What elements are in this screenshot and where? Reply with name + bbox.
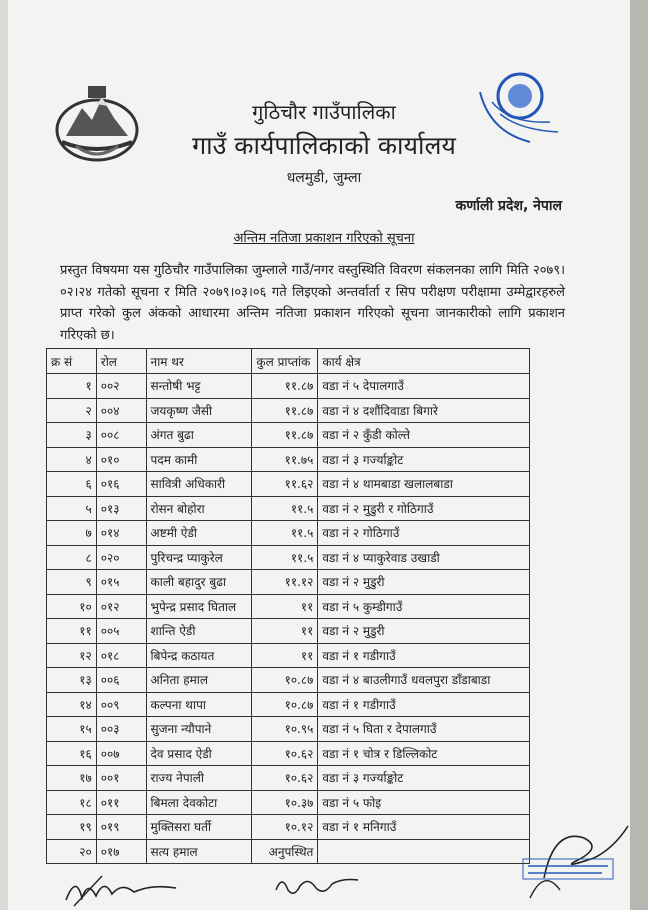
office-title: गाउँ कार्यपालिकाको कार्यालय [192, 131, 456, 160]
roll-cell: ००३ [96, 717, 146, 742]
score-cell: ११ [252, 594, 318, 619]
table-row [47, 472, 530, 497]
work-area-cell: वडा नं २ मुडुरी र गोठिगाउँ [318, 496, 530, 521]
work-area-cell: वडा नं १ गडीगाउँ [318, 692, 530, 717]
table-row [47, 643, 530, 668]
work-area-cell: वडा नं २ कुँडी कोल्ते [318, 423, 530, 448]
serial-cell: १५ [47, 717, 97, 742]
province: कर्णाली प्रदेश, नेपाल [455, 198, 562, 214]
roll-cell: ०२० [96, 545, 146, 570]
serial-cell: १ [47, 374, 97, 399]
table-row [47, 447, 530, 472]
serial-cell: १० [47, 594, 97, 619]
score-cell: ११.८७ [252, 374, 318, 399]
name-cell: सन्तोषी भट्ट [146, 374, 252, 399]
table-row [47, 594, 530, 619]
score-cell: ११.५ [252, 545, 318, 570]
roll-cell: ००२ [96, 374, 146, 399]
work-area-cell: वडा नं २ गोठिगाउँ [318, 521, 530, 546]
serial-cell: ३ [47, 423, 97, 448]
name-cell: कल्पना थापा [146, 692, 252, 717]
serial-cell: ४ [47, 447, 97, 472]
name-cell: सत्य हमाल [146, 839, 252, 864]
name-cell: राज्य नेपाली [146, 766, 252, 791]
work-area-cell: वडा नं ४ प्याकुरेवाड उखाडी [318, 545, 530, 570]
roll-cell: ०११ [96, 790, 146, 815]
table-header-row [47, 349, 530, 374]
roll-cell: ०१४ [96, 521, 146, 546]
name-cell: मुक्तिसरा घर्ती [146, 815, 252, 840]
work-area-cell: वडा नं १ मनिगाउँ [318, 815, 530, 840]
score-cell: १०.८७ [252, 692, 318, 717]
table-row [47, 717, 530, 742]
table-row [47, 545, 530, 570]
signature-left-icon [62, 870, 182, 910]
serial-cell: ५ [47, 496, 97, 521]
roll-cell: ००९ [96, 692, 146, 717]
table-row [47, 766, 530, 791]
work-area-cell: वडा नं ४ बाउलीगाउँ धवलपुरा डाँडाबाडा [318, 668, 530, 693]
work-area-cell: वडा नं २ मुडुरी [318, 570, 530, 595]
name-cell: शान्ति ऐडी [146, 619, 252, 644]
name-cell: पदम कामी [146, 447, 252, 472]
work-area-cell: वडा नं ४ दशौंदिवाडा बिगारे [318, 398, 530, 423]
name-cell: रोसन बोहोरा [146, 496, 252, 521]
work-area-cell: वडा नं १ चोत्र र डिल्लिकोट [318, 741, 530, 766]
serial-cell: ८ [47, 545, 97, 570]
serial-cell: ९ [47, 570, 97, 595]
header-name: नाम थर [146, 349, 252, 374]
roll-cell: ०१२ [96, 594, 146, 619]
work-area-cell: वडा नं ३ गर्ज्याङ्कोट [318, 447, 530, 472]
header-score: कुल प्राप्तांक [252, 349, 318, 374]
roll-cell: ०१९ [96, 815, 146, 840]
roll-cell: ०१८ [96, 643, 146, 668]
serial-cell: १८ [47, 790, 97, 815]
roll-cell: ०१७ [96, 839, 146, 864]
roll-cell: ००६ [96, 668, 146, 693]
name-cell: पुरिचन्द्र प्याकुरेल [146, 545, 252, 570]
name-cell: बिमला देवकोटा [146, 790, 252, 815]
table-row [47, 423, 530, 448]
score-cell: ११.५ [252, 496, 318, 521]
work-area-cell: वडा नं ५ कुम्डीगाउँ [318, 594, 530, 619]
score-cell: ११.१२ [252, 570, 318, 595]
serial-cell: १९ [47, 815, 97, 840]
table-row [47, 398, 530, 423]
serial-cell: १३ [47, 668, 97, 693]
roll-cell: ००७ [96, 741, 146, 766]
score-cell: १०.६२ [252, 741, 318, 766]
roll-cell: ०१० [96, 447, 146, 472]
serial-cell: १४ [47, 692, 97, 717]
work-area-cell: वडा नं ५ देपालगाउँ [318, 374, 530, 399]
header-serial: क्र सं [47, 349, 97, 374]
score-cell: १०.९५ [252, 717, 318, 742]
work-area-cell: वडा नं ३ गर्ज्याङ्कोट [318, 766, 530, 791]
score-cell: अनुपस्थित [252, 839, 318, 864]
notice-body: प्रस्तुत विषयमा यस गुठिचौर गाउँपालिका जुम्लाले गाउँ/नगर वस्तुस्थिति विवरण संकलनका लागि मिति २०७९।०२।२४ गतेको सूचना र मिति २०७९।०३।०६ गते लिइएको अन्तर्वार्ता र सिप परीक्षण परीक्षामा उम्मेद्वारहरुले प्राप्त गरेको कुल अंकको आधारमा अन्तिम नतिजा प्रकाशन गरिएको सूचना जानकारीको लागि प्रकाशन गरिएको छ। [60, 263, 565, 343]
table-row [47, 692, 530, 717]
roll-cell: ००१ [96, 766, 146, 791]
table-row [47, 839, 530, 864]
roll-cell: ००४ [96, 398, 146, 423]
score-cell: ११.८७ [252, 423, 318, 448]
notice-subject: अन्तिम नतिजा प्रकाशन गरिएको सूचना [233, 231, 415, 246]
results-table [46, 348, 530, 864]
serial-cell: १६ [47, 741, 97, 766]
work-area-cell: वडा नं १ गडीगाउँ [318, 643, 530, 668]
name-cell: अष्टमी ऐडी [146, 521, 252, 546]
name-cell: अंगत बुढा [146, 423, 252, 448]
work-area-cell: वडा नं ४ थामबाडा खलालबाडा [318, 472, 530, 497]
roll-cell: ०१५ [96, 570, 146, 595]
serial-cell: ७ [47, 521, 97, 546]
header-work-area: कार्य क्षेत्र [318, 349, 530, 374]
score-cell: १०.६२ [252, 766, 318, 791]
serial-cell: १२ [47, 643, 97, 668]
name-cell: सुजना न्यौपाने [146, 717, 252, 742]
score-cell: १०.१२ [252, 815, 318, 840]
name-cell: अनिता हमाल [146, 668, 252, 693]
name-cell: काली बहादुर बुढा [146, 570, 252, 595]
work-area-cell: वडा नं ५ फोइ [318, 790, 530, 815]
score-cell: ११.७५ [252, 447, 318, 472]
serial-cell: ६ [47, 472, 97, 497]
header-roll: रोल [96, 349, 146, 374]
table-row [47, 570, 530, 595]
serial-cell: २ [47, 398, 97, 423]
score-cell: १०.३७ [252, 790, 318, 815]
name-cell: सावित्री अधिकारी [146, 472, 252, 497]
officer-stamp-icon [522, 858, 614, 880]
score-cell: ११ [252, 643, 318, 668]
name-cell: जयकृष्ण जैसी [146, 398, 252, 423]
roll-cell: ०१३ [96, 496, 146, 521]
name-cell: बिपेन्द्र कठायत [146, 643, 252, 668]
office-address: धलमुडी, जुम्ला [286, 170, 362, 186]
score-cell: ११ [252, 619, 318, 644]
roll-cell: ००८ [96, 423, 146, 448]
office-name: गुठिचौर गाउँपालिका [252, 100, 396, 124]
roll-cell: ०१६ [96, 472, 146, 497]
table-row [47, 668, 530, 693]
work-area-cell [318, 839, 530, 864]
serial-cell: १७ [47, 766, 97, 791]
work-area-cell: वडा नं २ मुडुरी [318, 619, 530, 644]
score-cell: १०.८७ [252, 668, 318, 693]
score-cell: ११.५ [252, 521, 318, 546]
table-row [47, 741, 530, 766]
name-cell: भुपेन्द्र प्रसाद घिताल [146, 594, 252, 619]
table-row [47, 815, 530, 840]
table-row [47, 619, 530, 644]
table-row [47, 521, 530, 546]
work-area-cell: वडा नं ५ घिता र देपालगाउँ [318, 717, 530, 742]
score-cell: ११.६२ [252, 472, 318, 497]
serial-cell: ११ [47, 619, 97, 644]
score-cell: ११.८७ [252, 398, 318, 423]
serial-cell: २० [47, 839, 97, 864]
signature-middle-icon [272, 868, 362, 904]
roll-cell: ००५ [96, 619, 146, 644]
table-row [47, 374, 530, 399]
name-cell: देव प्रसाद ऐडी [146, 741, 252, 766]
table-row [47, 496, 530, 521]
table-row [47, 790, 530, 815]
